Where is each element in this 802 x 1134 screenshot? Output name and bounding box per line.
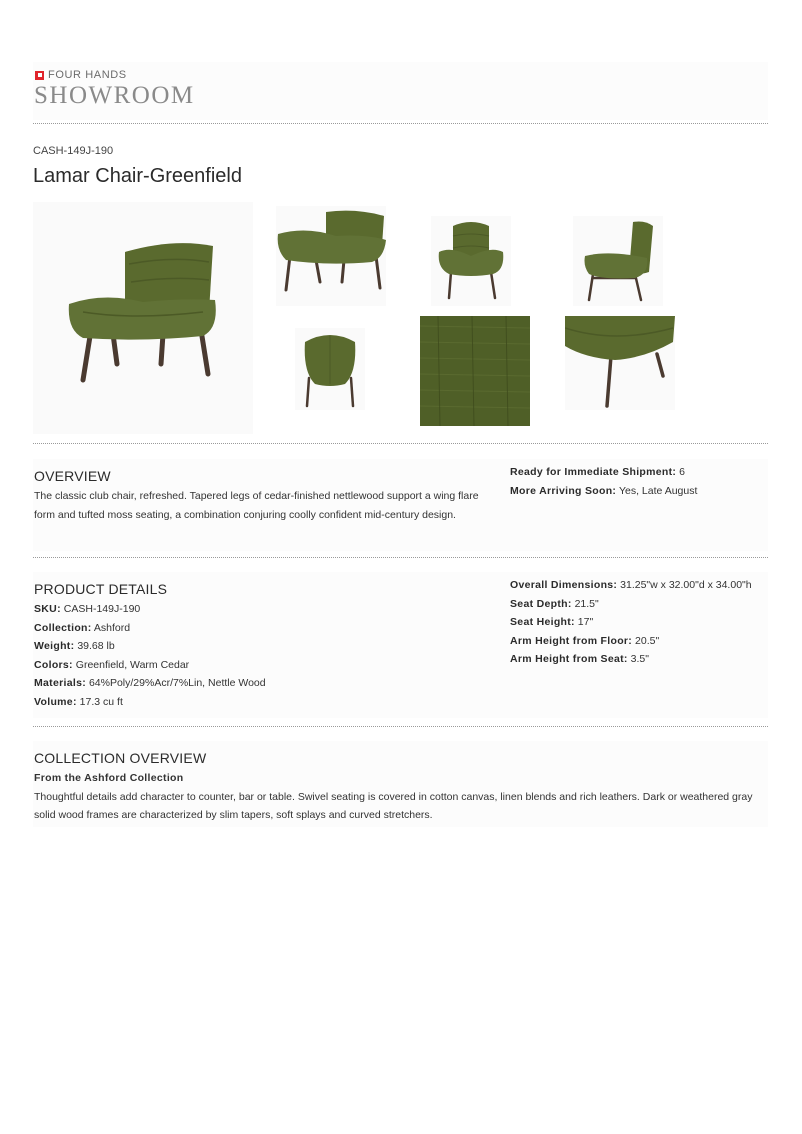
detail-collection — [34, 619, 474, 638]
shipment-ready-label: Ready for Immediate Shipment: — [510, 466, 677, 478]
detail-label: Weight: — [34, 640, 75, 652]
product-image-fabric-swatch[interactable] — [420, 316, 530, 426]
overview-section — [33, 459, 768, 551]
detail-volume — [34, 693, 474, 712]
detail-value: 17" — [577, 616, 594, 628]
details-right-list — [510, 576, 768, 669]
detail-value: CASH-149J-190 — [63, 603, 141, 615]
detail-value: 17.3 cu ft — [79, 695, 123, 708]
detail-arm-height-floor — [510, 632, 768, 651]
brand-subtitle: SHOWROOM — [34, 82, 195, 109]
detail-label: Arm Height from Seat: — [510, 653, 628, 665]
detail-value: 64%Poly/29%Acr/7%Lin, Nettle Wood — [88, 677, 266, 689]
shipment-ready — [510, 463, 766, 482]
product-image-side[interactable] — [573, 216, 663, 306]
detail-value: Ashford — [93, 621, 131, 634]
detail-seat-height — [510, 613, 768, 632]
brand-row — [35, 69, 127, 81]
detail-weight — [34, 637, 474, 656]
product-image-main[interactable] — [33, 202, 253, 434]
detail-label: Materials: — [34, 677, 87, 689]
shipment-arriving-label: More Arriving Soon: — [510, 484, 617, 497]
detail-colors — [34, 656, 474, 675]
product-gallery — [33, 202, 768, 434]
divider — [33, 726, 768, 727]
detail-label: Volume: — [34, 695, 77, 708]
overview-heading: OVERVIEW — [34, 468, 111, 484]
product-image-arm-detail[interactable] — [565, 316, 675, 410]
shipment-info — [510, 463, 766, 500]
detail-overall-dimensions — [510, 576, 768, 595]
detail-label: Seat Depth: — [510, 597, 572, 610]
product-image-front-small[interactable] — [431, 216, 511, 306]
detail-label: Collection: — [34, 621, 92, 634]
collection-section — [33, 741, 768, 827]
product-image-front-wide[interactable] — [276, 206, 386, 306]
detail-label: Colors: — [34, 658, 73, 671]
detail-label: Seat Height: — [510, 616, 575, 628]
shipment-ready-value: 6 — [679, 466, 685, 478]
detail-seat-depth — [510, 595, 768, 614]
detail-value: 21.5" — [574, 597, 599, 610]
brand-header — [33, 62, 768, 120]
shipment-arriving-value: Yes, Late August — [618, 484, 698, 497]
divider — [33, 557, 768, 558]
detail-label: Arm Height from Floor: — [510, 634, 633, 647]
detail-value: Greenfield, Warm Cedar — [75, 658, 190, 671]
product-title: Lamar Chair-Greenfield — [33, 165, 242, 187]
detail-value: 20.5" — [635, 634, 660, 647]
detail-arm-height-seat — [510, 650, 768, 669]
product-details-section — [33, 572, 768, 718]
detail-value: 3.5" — [630, 653, 649, 665]
detail-value: 39.68 lb — [77, 640, 115, 652]
details-heading: PRODUCT DETAILS — [34, 581, 168, 597]
product-image-back[interactable] — [295, 328, 365, 410]
detail-materials — [34, 674, 474, 693]
collection-heading: COLLECTION OVERVIEW — [34, 750, 207, 766]
brand-name: FOUR HANDS — [48, 69, 127, 81]
shipment-arriving — [510, 482, 766, 501]
collection-subheading: From the Ashford Collection — [34, 772, 184, 784]
overview-text: The classic club chair, refreshed. Tapered legs of cedar-finished nettlewood support a wing flare form and tufted moss seating, a combination conjuring coolly confident mid-century design. — [34, 490, 479, 521]
divider — [33, 443, 768, 444]
detail-label: Overall Dimensions: — [510, 579, 618, 591]
brand-logo-icon — [35, 71, 44, 80]
product-sku-header: CASH-149J-190 — [33, 145, 114, 157]
detail-label: SKU: — [34, 603, 61, 615]
detail-value: 31.25"w x 32.00"d x 34.00"h — [620, 579, 752, 591]
detail-sku — [34, 600, 474, 619]
details-left-list — [34, 600, 474, 711]
divider — [33, 123, 768, 124]
collection-text: Thoughtful details add character to counter, bar or table. Swivel seating is covered in cotton canvas, linen blends and rich leathers. Dark or weathered gray solid wood frames are characterized by slim tapers, soft splays and curved stretchers. — [34, 791, 753, 821]
